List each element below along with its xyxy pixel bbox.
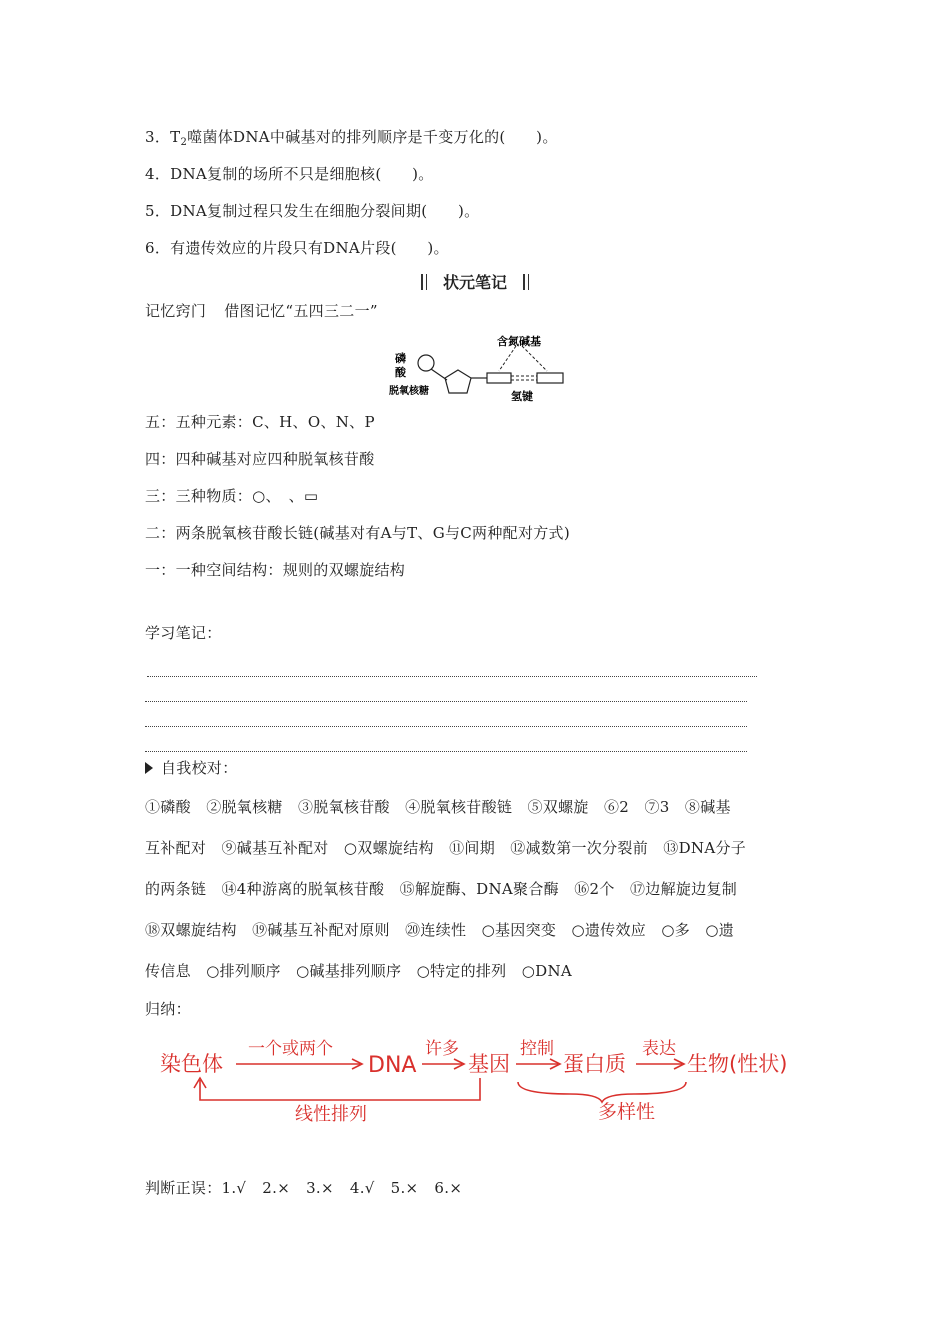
diagram-base-label: 含氮碱基 <box>497 335 541 348</box>
base-rect-right <box>537 373 563 383</box>
flow-dna: DNA <box>368 1053 417 1078</box>
question-3: 3．$T_2$噬菌体DNA中碱基对的排列顺序是千变万化的( )。 <box>145 128 558 148</box>
arrow-marker-icon <box>145 762 153 774</box>
flow-diversity: 多样性 <box>598 1101 656 1123</box>
diagram-phosphate-2: 酸 <box>395 366 406 379</box>
flow-control: 控制 <box>520 1039 554 1059</box>
flow-express: 表达 <box>642 1039 676 1059</box>
title-bar-right <box>523 274 529 290</box>
memory-item-4: 四：四种碱基对应四种脱氧核苷酸 <box>145 450 375 468</box>
memory-item-3: 三：三种物质：○、 、▭ <box>145 487 319 505</box>
self-check-line: 互补配对 ⑨碱基互补配对 ○双螺旋结构 ⑪间期 ⑫减数第一次分裂前 ⑬DNA分子 <box>145 839 747 857</box>
question-5: 5．DNA复制过程只发生在细胞分裂间期( )。 <box>145 202 480 220</box>
summary-flow-diagram <box>150 1030 815 1130</box>
diagram-hbond-label: 氢键 <box>511 390 533 403</box>
notes-label: 学习笔记： <box>145 624 222 642</box>
diagram-deoxyribose-label: 脱氧核糖 <box>389 386 429 397</box>
question-4: 4．DNA复制的场所不只是细胞核( )。 <box>145 165 434 183</box>
self-check-line: 传信息 ○排列顺序 ○碱基排列顺序 ○特定的排列 ○DNA <box>145 962 573 980</box>
memory-item-2: 二：两条脱氧核苷酸长链(碱基对有A与T、G与C两种配对方式) <box>145 524 571 542</box>
note-line <box>145 751 747 752</box>
self-check-line: ①磷酸 ②脱氧核糖 ③脱氧核苷酸 ④脱氧核苷酸链 ⑤双螺旋 ⑥2 ⑦3 ⑧碱基 <box>145 798 731 816</box>
section-title: 状元笔记 <box>0 270 950 293</box>
flow-gene: 基因 <box>468 1052 510 1076</box>
flow-protein: 蛋白质 <box>563 1052 626 1076</box>
self-check-line: 的两条链 ⑭4种游离的脱氧核苷酸 ⑮解旋酶、DNA聚合酶 ⑯2个 ⑰边解旋边复制 <box>145 880 738 898</box>
phosphate-circle <box>418 355 434 371</box>
flow-many: 许多 <box>425 1039 459 1059</box>
note-line <box>145 726 747 727</box>
question-6: 6．有遗传效应的片段只有DNA片段( )。 <box>145 239 449 257</box>
memory-item-1: 一：一种空间结构：规则的双螺旋结构 <box>145 561 406 579</box>
memory-item-5: 五：五种元素：C、H、O、N、P <box>145 413 375 431</box>
flow-linear: 线性排列 <box>295 1104 367 1125</box>
flow-chromosome: 染色体 <box>160 1052 223 1076</box>
answers: 判断正误：1.√ 2.× 3.× 4.√ 5.× 6.× <box>145 1179 463 1197</box>
flow-trait: 生物(性状) <box>687 1052 788 1076</box>
title-bar-left <box>421 274 427 290</box>
self-check-line: ⑱双螺旋结构 ⑲碱基互补配对原则 ⑳连续性 ○基因突变 ○遗传效应 ○多 ○遗 <box>145 921 735 939</box>
note-line <box>145 701 747 702</box>
nucleotide-diagram <box>385 330 575 410</box>
flow-one-or-two: 一个或两个 <box>248 1039 333 1059</box>
note-line <box>147 676 757 677</box>
diagram-phosphate-1: 磷 <box>395 352 406 365</box>
self-check-heading: 自我校对： <box>145 757 238 778</box>
base-rect-left <box>487 373 511 383</box>
memory-tip: 记忆窍门 借图记忆“五四三二一” <box>145 302 378 320</box>
deoxyribose-pentagon <box>445 370 471 393</box>
summary-label: 归纳： <box>145 1000 191 1018</box>
